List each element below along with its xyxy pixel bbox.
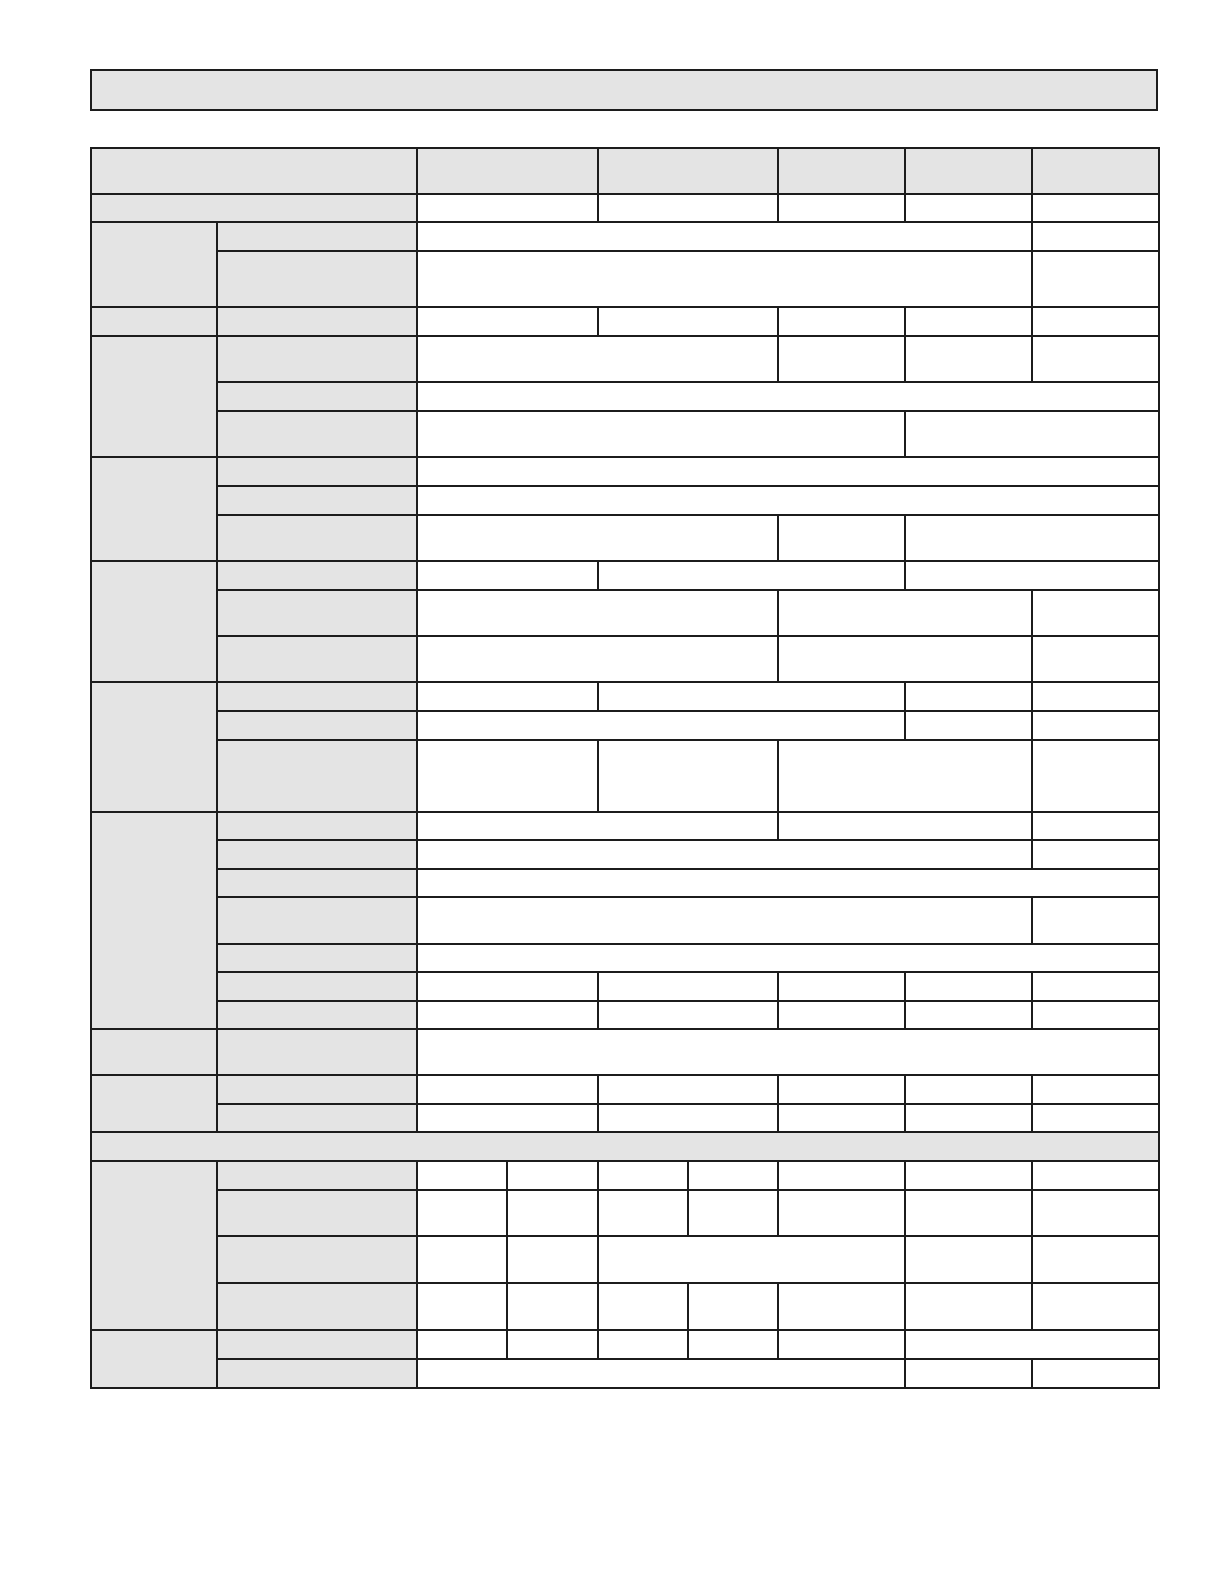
value-cell: [905, 1161, 1032, 1190]
value-cell: [778, 1190, 905, 1236]
row-label-cell: [91, 194, 417, 222]
value-cell: [778, 1161, 905, 1190]
value-cell: [417, 1283, 507, 1330]
table-row: [91, 1283, 1159, 1330]
value-cell: [778, 515, 905, 561]
value-cell: [905, 711, 1032, 740]
section-label-cell: [91, 1161, 217, 1330]
table-row: [91, 1001, 1159, 1029]
value-cell: [598, 1161, 688, 1190]
row-label-cell: [217, 1001, 417, 1029]
value-cell: [417, 411, 905, 457]
value-cell: [1032, 590, 1159, 636]
row-label-cell: [217, 740, 417, 812]
row-label-cell: [217, 1029, 417, 1075]
table-row: [91, 590, 1159, 636]
row-label-cell: [217, 1359, 417, 1388]
table-row: [91, 1236, 1159, 1283]
section-label-cell: [91, 1075, 217, 1132]
value-cell: [417, 1236, 507, 1283]
row-label-cell: [217, 1161, 417, 1190]
row-label-cell: [217, 636, 417, 682]
row-label-cell: [217, 1075, 417, 1104]
row-label-cell: [217, 944, 417, 972]
row-label-cell: [217, 840, 417, 869]
value-cell: [598, 972, 778, 1001]
value-cell: [905, 1001, 1032, 1029]
table-row: [91, 251, 1159, 307]
value-cell: [905, 1190, 1032, 1236]
table-row: [91, 336, 1159, 382]
subsection-heading-row: [91, 1132, 1159, 1161]
value-cell: [417, 251, 1032, 307]
value-cell: [1032, 1104, 1159, 1132]
value-cell: [778, 972, 905, 1001]
row-label-cell: [217, 1330, 417, 1359]
row-label-cell: [217, 382, 417, 411]
header-corner-cell: [91, 148, 417, 194]
value-cell: [507, 1330, 598, 1359]
value-cell: [417, 1104, 598, 1132]
table-row: [91, 1161, 1159, 1190]
row-label-cell: [217, 812, 417, 840]
value-cell: [905, 682, 1032, 711]
value-cell: [417, 222, 1032, 251]
value-cell: [1032, 740, 1159, 812]
table-row: [91, 812, 1159, 840]
value-cell: [778, 636, 1032, 682]
value-cell: [417, 1001, 598, 1029]
value-cell: [417, 740, 598, 812]
table-row: [91, 222, 1159, 251]
value-cell: [417, 1029, 1159, 1075]
row-label-cell: [217, 711, 417, 740]
row-label-cell: [217, 1283, 417, 1330]
value-cell: [417, 307, 598, 336]
value-cell: [778, 1104, 905, 1132]
value-cell: [905, 1359, 1032, 1388]
value-cell: [778, 740, 1032, 812]
table-row: [91, 1359, 1159, 1388]
specification-table: [90, 147, 1160, 1389]
value-cell: [905, 1075, 1032, 1104]
table-row: [91, 682, 1159, 711]
value-cell: [688, 1283, 778, 1330]
row-label-cell: [217, 1236, 417, 1283]
value-cell: [1032, 1001, 1159, 1029]
table-row: [91, 944, 1159, 972]
value-cell: [905, 972, 1032, 1001]
table-row: [91, 1190, 1159, 1236]
value-cell: [417, 682, 598, 711]
value-cell: [417, 1075, 598, 1104]
value-cell: [598, 682, 905, 711]
section-label-cell: [91, 307, 217, 336]
value-cell: [417, 1190, 507, 1236]
section-label-cell: [91, 561, 217, 682]
value-cell: [417, 590, 778, 636]
subsection-heading: [91, 1132, 1159, 1161]
table-row: [91, 411, 1159, 457]
header-model-cell: [417, 148, 598, 194]
value-cell: [778, 1075, 905, 1104]
table-row: [91, 382, 1159, 411]
value-cell: [688, 1190, 778, 1236]
value-cell: [598, 1190, 688, 1236]
value-cell: [778, 194, 905, 222]
table-row: [91, 1330, 1159, 1359]
value-cell: [417, 1330, 507, 1359]
row-label-cell: [217, 897, 417, 944]
value-cell: [1032, 336, 1159, 382]
value-cell: [417, 812, 778, 840]
row-label-cell: [217, 515, 417, 561]
value-cell: [598, 1283, 688, 1330]
value-cell: [598, 194, 778, 222]
value-cell: [507, 1236, 598, 1283]
table-row: [91, 740, 1159, 812]
row-label-cell: [217, 411, 417, 457]
table-row: [91, 1029, 1159, 1075]
row-label-cell: [217, 251, 417, 307]
header-model-cell: [1032, 148, 1159, 194]
value-cell: [598, 561, 905, 590]
value-cell: [598, 307, 778, 336]
value-cell: [1032, 812, 1159, 840]
value-cell: [688, 1330, 778, 1359]
table-row: [91, 486, 1159, 515]
value-cell: [1032, 1236, 1159, 1283]
value-cell: [598, 740, 778, 812]
value-cell: [1032, 897, 1159, 944]
table-row: [91, 1104, 1159, 1132]
value-cell: [778, 1330, 905, 1359]
header-model-cell: [905, 148, 1032, 194]
table-row: [91, 636, 1159, 682]
value-cell: [778, 307, 905, 336]
value-cell: [1032, 1359, 1159, 1388]
value-cell: [1032, 1075, 1159, 1104]
value-cell: [417, 382, 1159, 411]
value-cell: [1032, 1283, 1159, 1330]
value-cell: [1032, 972, 1159, 1001]
section-label-cell: [91, 1029, 217, 1075]
table-row: [91, 897, 1159, 944]
table-row: [91, 307, 1159, 336]
value-cell: [778, 1283, 905, 1330]
value-cell: [417, 972, 598, 1001]
value-cell: [417, 515, 778, 561]
value-cell: [1032, 840, 1159, 869]
row-label-cell: [217, 869, 417, 897]
table-row: [91, 869, 1159, 897]
row-label-cell: [217, 561, 417, 590]
value-cell: [417, 897, 1032, 944]
value-cell: [417, 1161, 507, 1190]
value-cell: [688, 1161, 778, 1190]
value-cell: [417, 1359, 905, 1388]
value-cell: [417, 711, 905, 740]
section-label-cell: [91, 812, 217, 1029]
row-label-cell: [217, 222, 417, 251]
table-row: [91, 840, 1159, 869]
table-row: [91, 515, 1159, 561]
header-model-cell: [598, 148, 778, 194]
row-label-cell: [217, 486, 417, 515]
value-cell: [905, 1236, 1032, 1283]
value-cell: [1032, 711, 1159, 740]
table-row: [91, 194, 1159, 222]
value-cell: [1032, 251, 1159, 307]
row-label-cell: [217, 1104, 417, 1132]
header-model-cell: [778, 148, 905, 194]
table-row: [91, 561, 1159, 590]
value-cell: [417, 636, 778, 682]
value-cell: [905, 1330, 1159, 1359]
value-cell: [417, 336, 778, 382]
value-cell: [905, 194, 1032, 222]
value-cell: [598, 1330, 688, 1359]
table-row: [91, 972, 1159, 1001]
value-cell: [905, 1104, 1032, 1132]
section-label-cell: [91, 222, 217, 307]
value-cell: [905, 561, 1159, 590]
value-cell: [1032, 194, 1159, 222]
value-cell: [417, 561, 598, 590]
value-cell: [1032, 307, 1159, 336]
value-cell: [778, 336, 905, 382]
value-cell: [905, 411, 1159, 457]
section-label-cell: [91, 682, 217, 812]
row-label-cell: [217, 336, 417, 382]
row-label-cell: [217, 590, 417, 636]
spec-title-bar: [90, 69, 1158, 111]
row-label-cell: [217, 682, 417, 711]
value-cell: [417, 486, 1159, 515]
value-cell: [507, 1161, 598, 1190]
row-label-cell: [217, 307, 417, 336]
value-cell: [417, 194, 598, 222]
value-cell: [778, 1001, 905, 1029]
value-cell: [1032, 1190, 1159, 1236]
row-label-cell: [217, 457, 417, 486]
value-cell: [417, 840, 1032, 869]
value-cell: [1032, 682, 1159, 711]
value-cell: [598, 1001, 778, 1029]
value-cell: [417, 944, 1159, 972]
value-cell: [507, 1190, 598, 1236]
value-cell: [417, 869, 1159, 897]
table-row: [91, 1075, 1159, 1104]
value-cell: [1032, 636, 1159, 682]
section-label-cell: [91, 457, 217, 561]
row-label-cell: [217, 972, 417, 1001]
value-cell: [598, 1236, 905, 1283]
value-cell: [905, 1283, 1032, 1330]
table-row: [91, 711, 1159, 740]
section-label-cell: [91, 1330, 217, 1388]
value-cell: [417, 457, 1159, 486]
value-cell: [778, 812, 1032, 840]
value-cell: [905, 336, 1032, 382]
value-cell: [1032, 222, 1159, 251]
value-cell: [507, 1283, 598, 1330]
value-cell: [598, 1075, 778, 1104]
table-row: [91, 457, 1159, 486]
value-cell: [1032, 1161, 1159, 1190]
value-cell: [778, 590, 1032, 636]
value-cell: [905, 307, 1032, 336]
section-label-cell: [91, 336, 217, 457]
table-header-row: [91, 148, 1159, 194]
value-cell: [905, 515, 1159, 561]
row-label-cell: [217, 1190, 417, 1236]
value-cell: [598, 1104, 778, 1132]
